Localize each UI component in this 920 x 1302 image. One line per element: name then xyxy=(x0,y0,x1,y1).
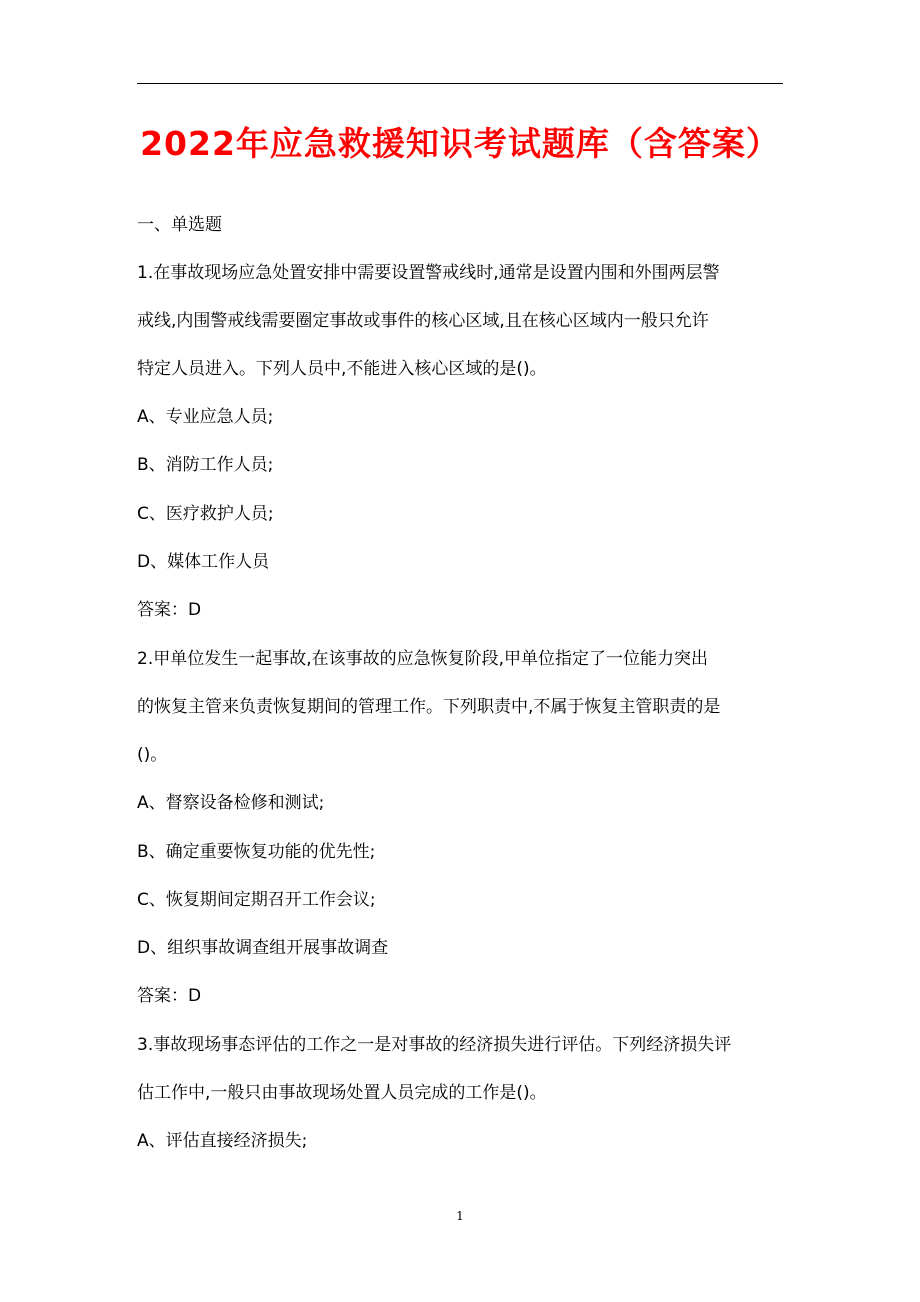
option-c: C、恢复期间定期召开工作会议; xyxy=(137,890,376,910)
option-a: A、专业应急人员; xyxy=(137,407,274,427)
question-stem-line: 1.在事故现场应急处置安排中需要设置警戒线时,通常是设置内围和外围两层警 xyxy=(137,263,720,283)
document-title: 2022年应急救援知识考试题库（含答案） xyxy=(140,124,780,163)
option-a: A、督察设备检修和测试; xyxy=(137,793,325,813)
answer-line: 答案：D xyxy=(137,986,202,1006)
option-b: B、消防工作人员; xyxy=(137,455,274,475)
page-number: 1 xyxy=(456,1209,464,1223)
question-stem-line: 2.甲单位发生一起事故,在该事故的应急恢复阶段,甲单位指定了一位能力突出 xyxy=(137,649,709,669)
question-stem-line: 3.事故现场事态评估的工作之一是对事故的经济损失进行评估。下列经济损失评 xyxy=(137,1035,732,1055)
option-d: D、媒体工作人员 xyxy=(137,552,270,572)
answer-line: 答案：D xyxy=(137,600,202,620)
option-b: B、确定重要恢复功能的优先性; xyxy=(137,842,376,862)
option-d: D、组织事故调查组开展事故调查 xyxy=(137,938,389,958)
section-heading: 一、单选题 xyxy=(137,215,222,235)
question-stem-line: 特定人员进入。下列人员中,不能进入核心区域的是()。 xyxy=(137,359,547,379)
option-a: A、评估直接经济损失; xyxy=(137,1131,308,1151)
question-stem-line: ()。 xyxy=(137,745,168,765)
question-stem-line: 戒线,内围警戒线需要圈定事故或事件的核心区域,且在核心区域内一般只允许 xyxy=(137,311,709,331)
question-stem-line: 估工作中,一般只由事故现场处置人员完成的工作是()。 xyxy=(137,1083,547,1103)
header-rule xyxy=(137,83,783,84)
option-c: C、医疗救护人员; xyxy=(137,504,274,524)
question-stem-line: 的恢复主管来负责恢复期间的管理工作。下列职责中,不属于恢复主管职责的是 xyxy=(137,697,721,717)
